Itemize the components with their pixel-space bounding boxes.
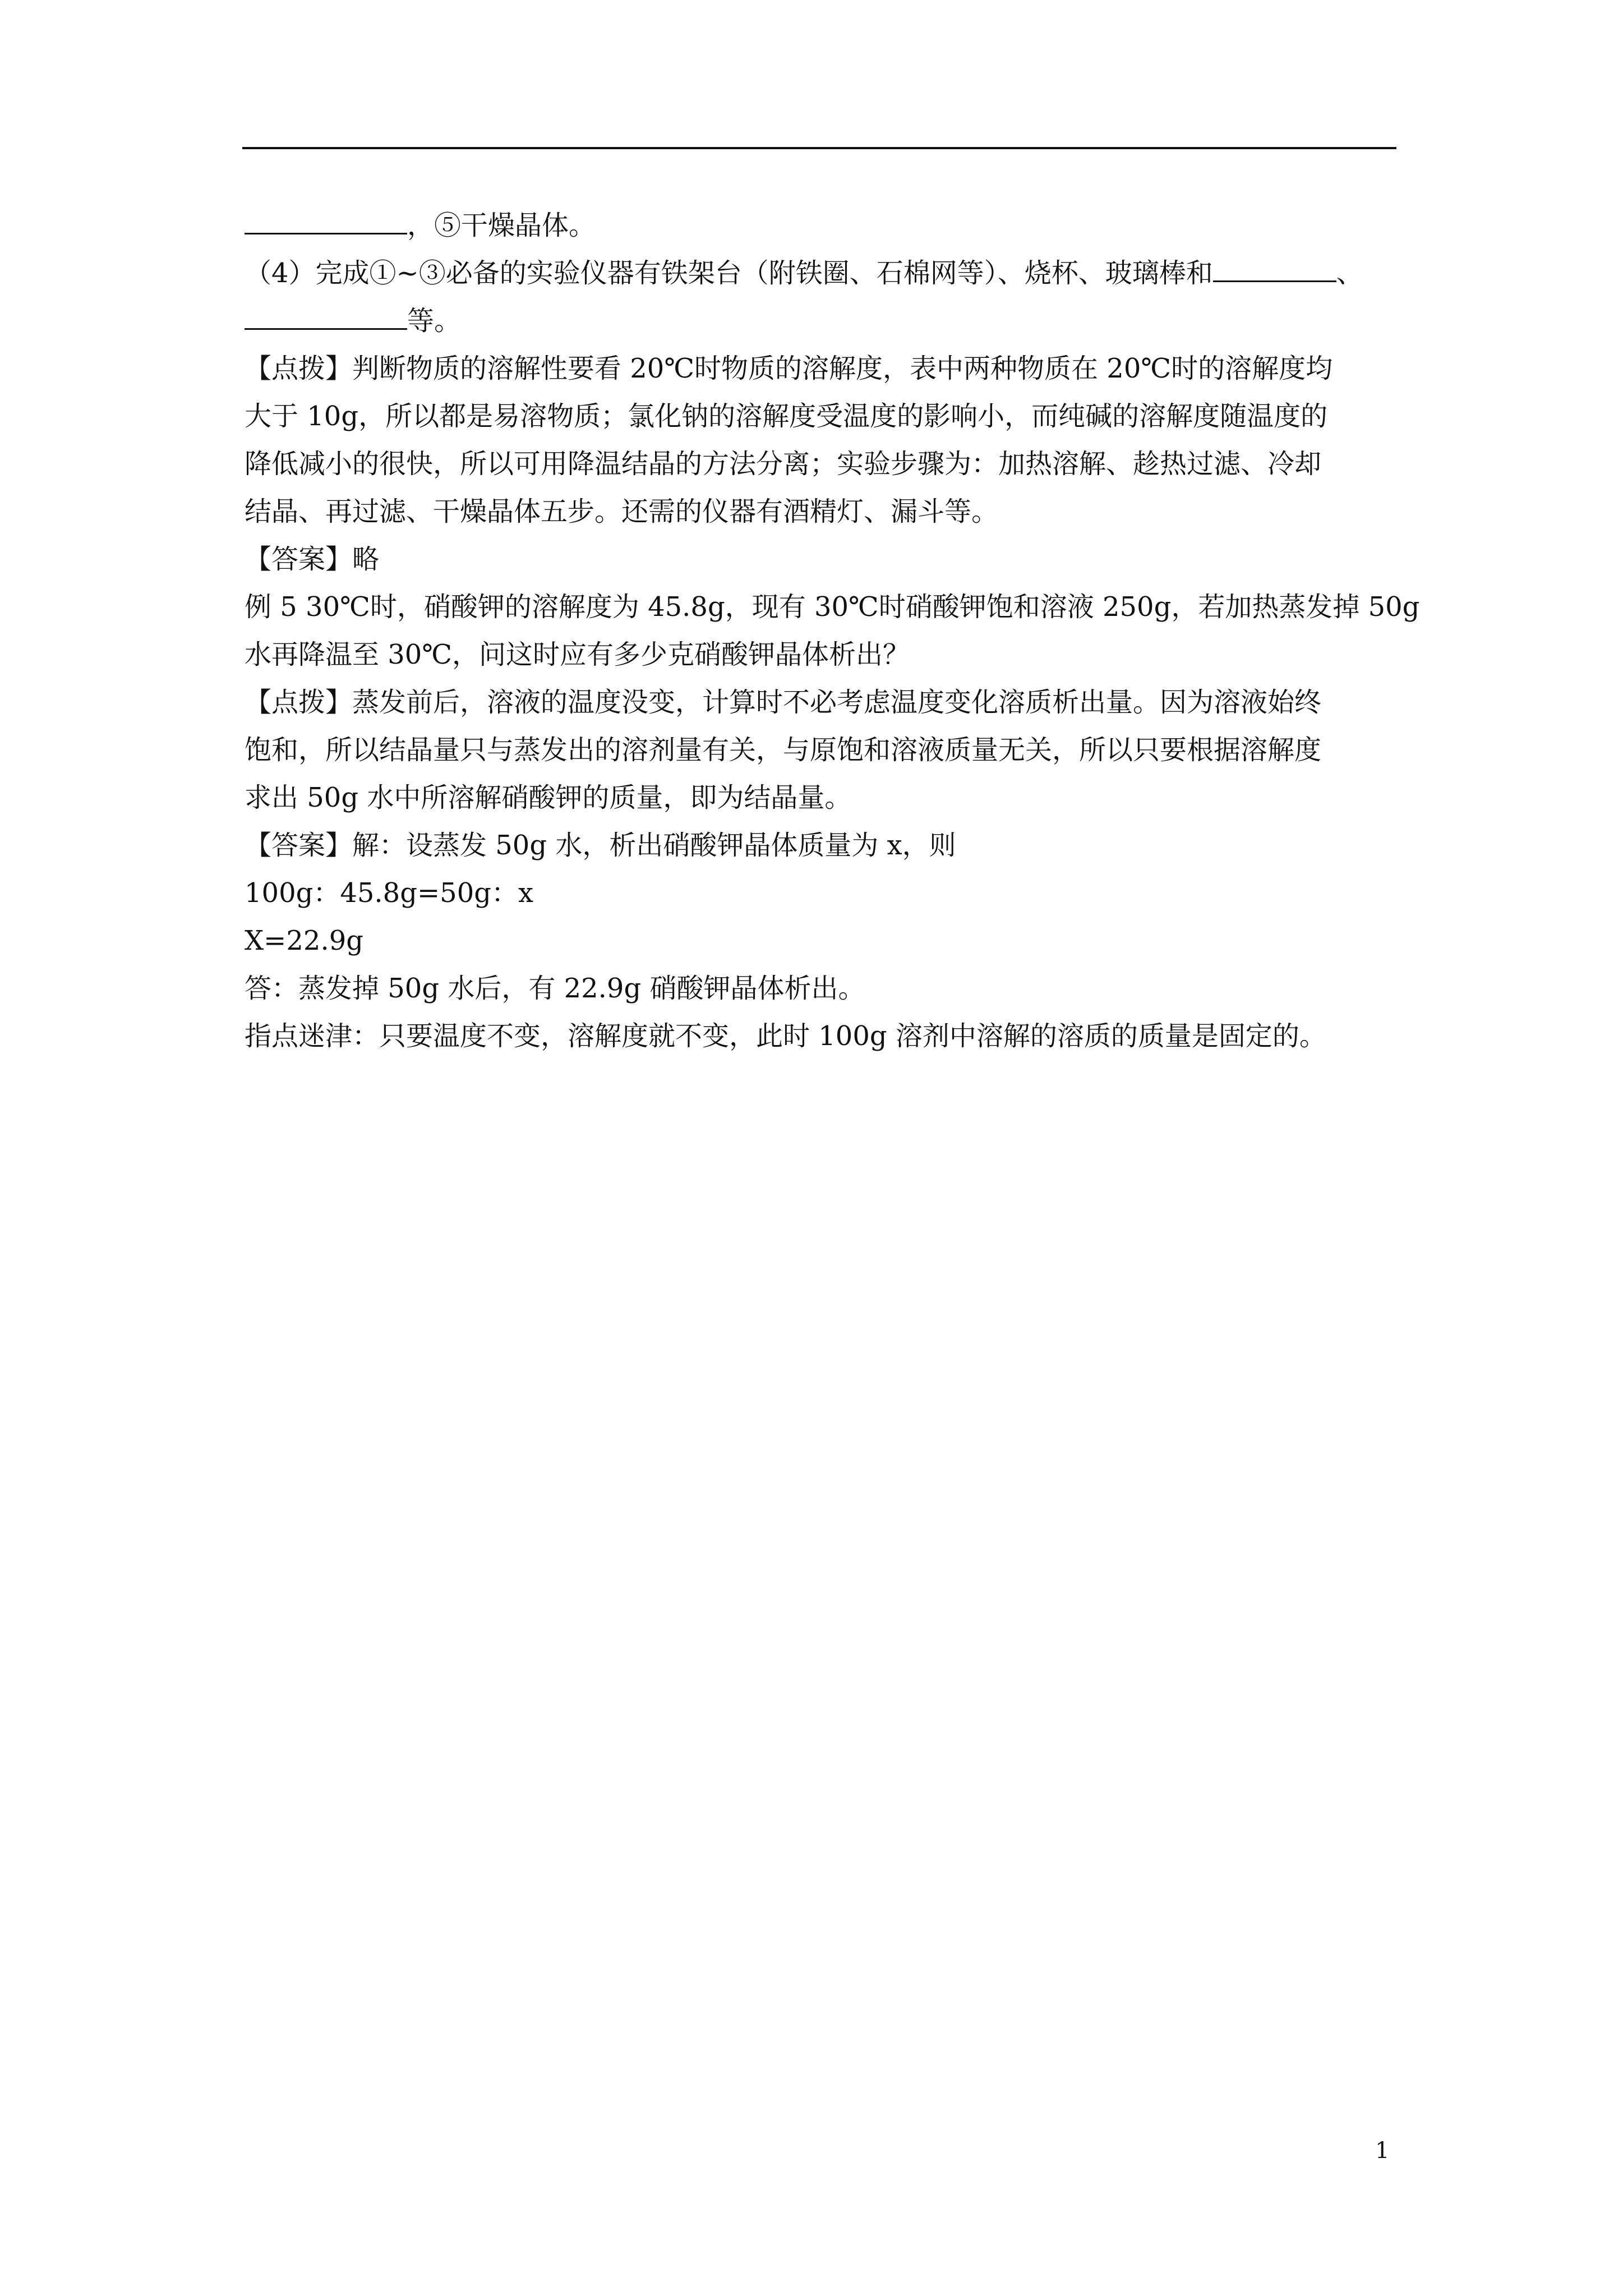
text-line: 求出 50g 水中所溶解硝酸钾的质量，即为结晶量。 bbox=[245, 782, 852, 813]
text-line: 结晶、再过滤、干燥晶体五步。还需的仪器有酒精灯、漏斗等。 bbox=[245, 496, 999, 527]
text-line: 大于 10g，所以都是易溶物质；氯化钠的溶解度受温度的影响小，而纯碱的溶解度随温度的 bbox=[245, 401, 1328, 432]
line-text: 等。 bbox=[407, 305, 462, 337]
text-line: 答：蒸发掉 50g 水后，有 22.9g 硝酸钾晶体析出。 bbox=[245, 973, 865, 1004]
text-line: 降低减小的很快，所以可用降温结晶的方法分离；实验步骤为：加热溶解、趁热过滤、冷却 bbox=[245, 448, 1322, 480]
fill-blank bbox=[245, 298, 407, 330]
text-line: X=22.9g bbox=[245, 925, 363, 956]
line-text: ，⑤干燥晶体。 bbox=[407, 210, 596, 241]
text-line bbox=[245, 250, 1428, 297]
text-line: 水再降温至 30℃，问这时应有多少克硝酸钾晶体析出？ bbox=[245, 639, 910, 670]
text-line bbox=[245, 202, 1428, 250]
text-line: 饱和，所以结晶量只与蒸发出的溶剂量有关，与原饱和溶液质量无关，所以只要根据溶解度 bbox=[245, 734, 1322, 766]
line-text: 、 bbox=[1336, 257, 1363, 289]
text-line bbox=[245, 297, 1428, 345]
header-rule bbox=[242, 147, 1396, 149]
text-line: 100g：45.8g=50g：x bbox=[245, 877, 534, 909]
text-line: 【点拨】蒸发前后，溶液的温度没变，计算时不必考虑温度变化溶质析出量。因为溶液始终 bbox=[245, 687, 1322, 718]
document-body bbox=[245, 202, 1428, 1060]
text-line: 【点拨】判断物质的溶解性要看 20℃时物质的溶解度，表中两种物质在 20℃时的溶解度均 bbox=[245, 353, 1333, 384]
line-text: （4）完成①~③必备的实验仪器有铁架台（附铁圈、石棉网等）、烧杯、玻璃棒和 bbox=[245, 257, 1213, 289]
text-line: 例 5 30℃时，硝酸钾的溶解度为 45.8g，现有 30℃时硝酸钾饱和溶液 250g，若加热蒸发掉 50g bbox=[245, 591, 1420, 623]
fill-blank bbox=[1213, 250, 1336, 282]
text-line: 【答案】解：设蒸发 50g 水，析出硝酸钾晶体质量为 x，则 bbox=[245, 830, 956, 861]
page-number: 1 bbox=[1375, 2138, 1390, 2164]
text-line: 【答案】略 bbox=[245, 544, 380, 575]
text-line: 指点迷津：只要温度不变，溶解度就不变，此时 100g 溶剂中溶解的溶质的质量是固定的。 bbox=[245, 1020, 1326, 1052]
fill-blank bbox=[245, 203, 407, 234]
